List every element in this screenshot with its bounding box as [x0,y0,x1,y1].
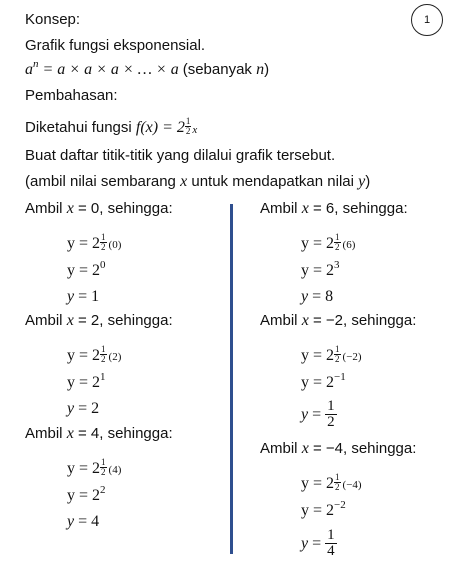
formula-note-var: n [256,61,265,78]
step-label: Ambil x = −2, sehingga: [260,312,417,329]
equation-exponent: y = 2 $\frac{1}{2}$ (−2) [301,344,362,364]
formula-exponent: n [33,58,39,70]
definition-formula [25,58,270,78]
equation-power: $y = 2^1$ [67,371,106,391]
note: (ambil nilai sembarang x untuk mendapatkan nilai y) [25,173,371,190]
given-exp-var: x [192,124,198,136]
equation-power: $y = 2^{-2}$ [301,499,346,519]
equation-result: y = 4 [67,513,100,530]
konsep-heading: Konsep: [25,11,81,28]
formula-product: = a × a × a × … × a [38,61,183,78]
equation-result: y = $\frac{1}{2}$ [301,398,335,430]
definition-title: Grafik fungsi eksponensial. [25,37,206,54]
step-label: Ambil x = 0, sehingga: [25,200,173,217]
page-number-badge [411,4,443,36]
equation-result: y = 2 [67,400,100,417]
given-func: f(x) = 2 [135,119,185,136]
equation-result: y = 1 [67,288,100,305]
equation-exponent: y = 2 $\frac{1}{2}$ (2) [67,344,122,364]
formula-note-end: ) [264,61,270,78]
equation-power: $y = 2^3$ [301,259,340,279]
equation-power: $y = 2^2$ [67,484,106,504]
pembahasan-heading: Pembahasan: [25,87,118,104]
equation-result: y = 8 [301,288,334,305]
column-divider [230,204,233,554]
equation-exponent: y = 2 $\frac{1}{2}$ (−4) [301,472,362,492]
given-exp-fraction: $\frac{1}{2}$ [185,116,191,136]
equation-power: $y = 2^0$ [67,259,106,279]
step-label: Ambil x = 4, sehingga: [25,425,173,442]
given-function [25,116,198,144]
step-label: Ambil x = 6, sehingga: [260,200,408,217]
equation-exponent: y = 2 $\frac{1}{2}$ (0) [67,232,122,252]
step-label: Ambil x = 2, sehingga: [25,312,173,329]
step-label: Ambil x = −4, sehingga: [260,440,417,457]
instruction: Buat daftar titik-titik yang dilalui grafik tersebut. [25,147,336,164]
equation-power: $y = 2^{-1}$ [301,371,346,391]
equation-exponent: y = 2 $\frac{1}{2}$ (6) [301,232,356,252]
formula-base: a [25,61,33,78]
given-prefix: Diketahui fungsi [25,119,136,136]
equation-result: y = $\frac{1}{4}$ [301,527,335,559]
page-number: 1 [423,14,431,26]
equation-exponent: y = 2 $\frac{1}{2}$ (4) [67,457,122,477]
formula-note: (sebanyak [182,61,257,78]
